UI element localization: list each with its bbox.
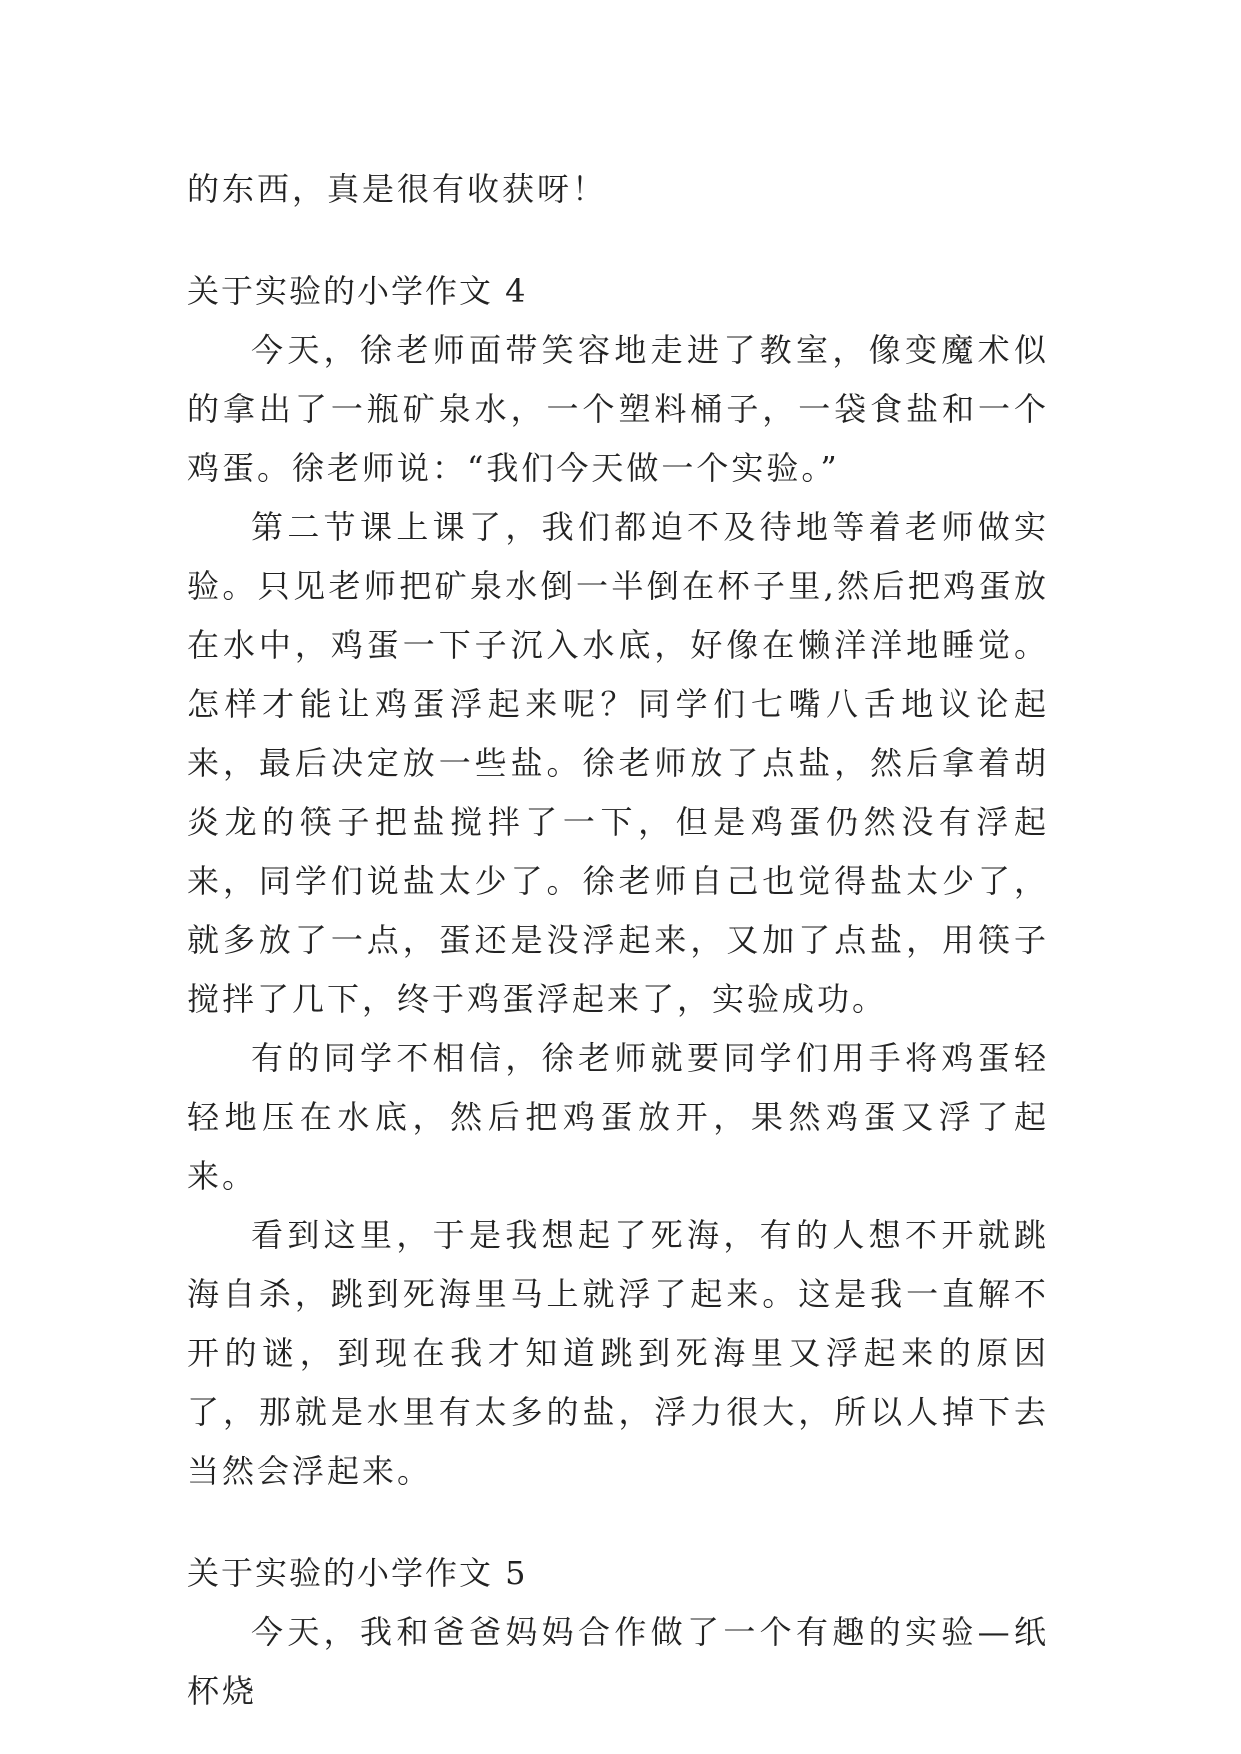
section-5-title: 关于实验的小学作文 5 xyxy=(187,1554,528,1592)
document-body xyxy=(187,160,1049,1721)
section-4-paragraph-4: 看到这里，于是我想起了死海，有的人想不开就跳海自杀，跳到死海里马上就浮了起来。这是我一直解不开的谜，到现在我才知道跳到死海里又浮起来的原因了，那就是水里有太多的盐，浮力很大，所以人掉下去当然会浮起来。 xyxy=(187,1216,1049,1490)
section-4-title: 关于实验的小学作文 4 xyxy=(187,272,528,310)
section-4-paragraph-2: 第二节课上课了，我们都迫不及待地等着老师做实验。只见老师把矿泉水倒一半倒在杯子里,然后把鸡蛋放在水中，鸡蛋一下子沉入水底，好像在懒洋洋地睡觉。怎样才能让鸡蛋浮起来呢？同学们七嘴八舌地议论起来，最后决定放一些盐。徐老师放了点盐，然后拿着胡炎龙的筷子把盐搅拌了一下，但是鸡蛋仍然没有浮起来，同学们说盐太少了。徐老师自己也觉得盐太少了，就多放了一点，蛋还是没浮起来，又加了点盐，用筷子搅拌了几下，终于鸡蛋浮起来了，实验成功。 xyxy=(187,508,1049,1018)
section-4-paragraph-3: 有的同学不相信，徐老师就要同学们用手将鸡蛋轻轻地压在水底，然后把鸡蛋放开，果然鸡蛋又浮了起来。 xyxy=(187,1039,1049,1195)
section-5-paragraph-1: 今天，我和爸爸妈妈合作做了一个有趣的实验—纸杯烧 xyxy=(187,1613,1049,1710)
continuation-text: 的东西，真是很有收获呀！ xyxy=(187,170,608,208)
section-4-paragraph-1: 今天，徐老师面带笑容地走进了教室，像变魔术似的拿出了一瓶矿泉水，一个塑料桶子，一袋食盐和一个鸡蛋。徐老师说：“我们今天做一个实验。” xyxy=(187,331,1049,487)
